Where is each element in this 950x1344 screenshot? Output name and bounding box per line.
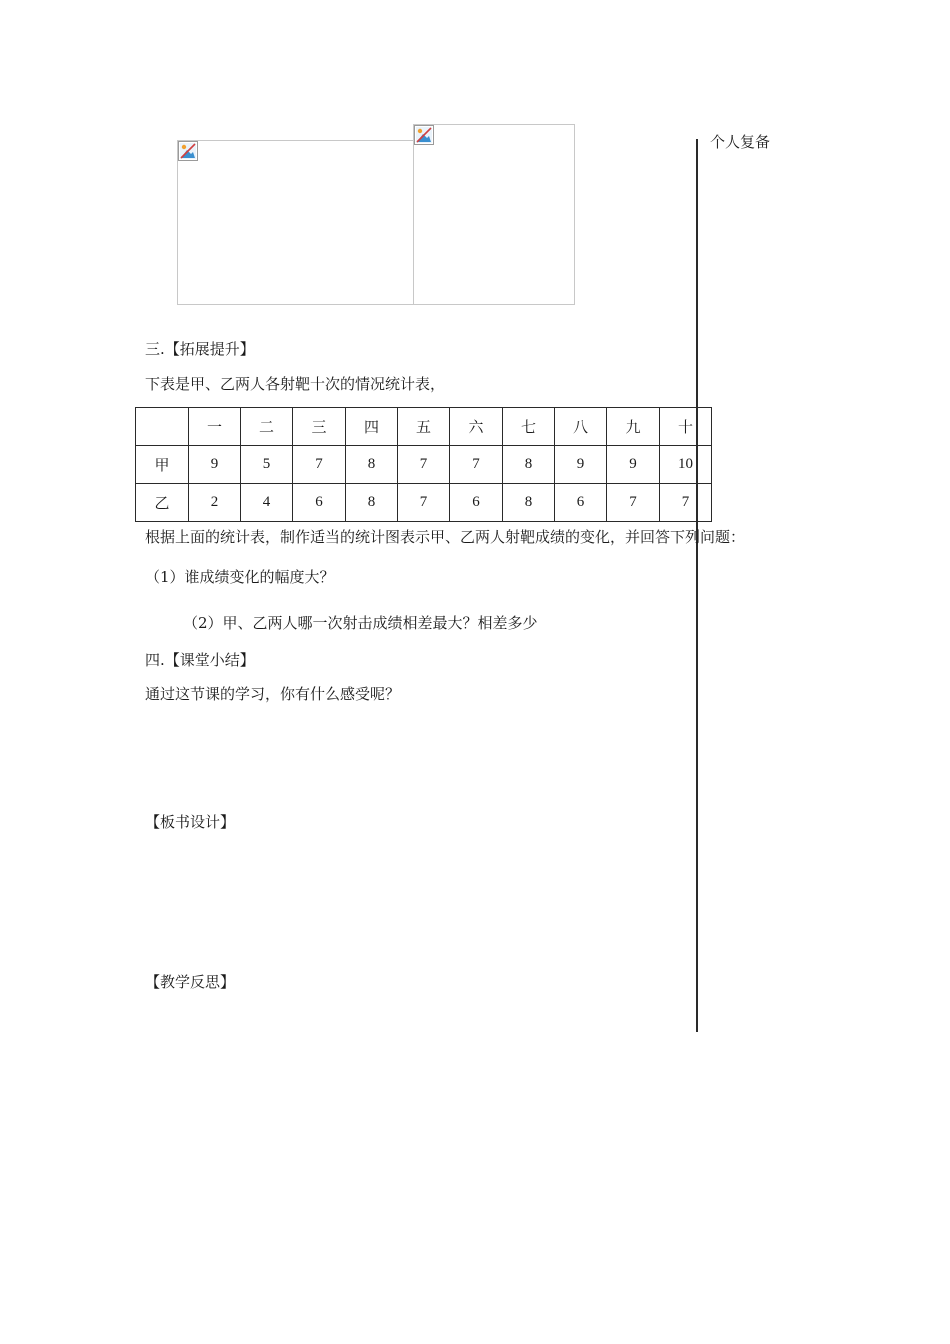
table-cell: 8 <box>503 484 555 522</box>
table-cell: 8 <box>503 446 555 484</box>
table-cell: 7 <box>398 484 450 522</box>
question-1: （1）谁成绩变化的幅度大？ <box>145 568 335 586</box>
table-cell: 9 <box>555 446 607 484</box>
section3-intro: 下表是甲、乙两人各射靶十次的情况统计表， <box>145 375 446 393</box>
table-row <box>136 446 712 484</box>
table-cell: 8 <box>346 484 398 522</box>
table-cell: 10 <box>660 446 712 484</box>
header-cell: 九 <box>607 408 660 446</box>
table-cell: 6 <box>450 484 503 522</box>
table-cell: 7 <box>450 446 503 484</box>
row-label: 乙 <box>136 484 189 522</box>
header-cell: 六 <box>450 408 503 446</box>
table-cell: 5 <box>241 446 293 484</box>
image-placeholder-right <box>413 124 575 305</box>
table-cell: 4 <box>241 484 293 522</box>
question-2: （2）甲、乙两人哪一次射击成绩相差最大？相差多少 <box>183 614 538 632</box>
table-cell: 9 <box>607 446 660 484</box>
task-instruction: 根据上面的统计表，制作适当的统计图表示甲、乙两人射靶成绩的变化，并回答下列问题： <box>145 528 746 546</box>
reflection-heading: 【教学反思】 <box>145 973 236 991</box>
table-cell: 6 <box>293 484 346 522</box>
margin-divider <box>696 139 698 1032</box>
header-cell: 四 <box>346 408 398 446</box>
table-cell: 7 <box>660 484 712 522</box>
header-cell: 五 <box>398 408 450 446</box>
section4-heading: 四.【课堂小结】 <box>145 651 255 669</box>
table-cell: 9 <box>189 446 241 484</box>
image-placeholder-left <box>177 140 414 305</box>
table-cell: 7 <box>293 446 346 484</box>
header-cell <box>136 408 189 446</box>
table-cell: 7 <box>398 446 450 484</box>
table-cell: 2 <box>189 484 241 522</box>
board-design-heading: 【板书设计】 <box>145 813 236 831</box>
score-table <box>135 407 712 522</box>
header-cell: 八 <box>555 408 607 446</box>
header-cell: 二 <box>241 408 293 446</box>
broken-image-icon <box>414 125 434 145</box>
header-cell: 三 <box>293 408 346 446</box>
header-cell: 一 <box>189 408 241 446</box>
header-cell: 十 <box>660 408 712 446</box>
table-cell: 7 <box>607 484 660 522</box>
table-cell: 8 <box>346 446 398 484</box>
header-cell: 七 <box>503 408 555 446</box>
margin-title: 个人复备 <box>710 133 771 151</box>
table-row <box>136 484 712 522</box>
section3-heading: 三.【拓展提升】 <box>145 340 255 358</box>
row-label: 甲 <box>136 446 189 484</box>
table-header-row <box>136 408 712 446</box>
broken-image-icon <box>178 141 198 161</box>
table-cell: 6 <box>555 484 607 522</box>
section4-prompt: 通过这节课的学习，你有什么感受呢？ <box>145 685 401 703</box>
